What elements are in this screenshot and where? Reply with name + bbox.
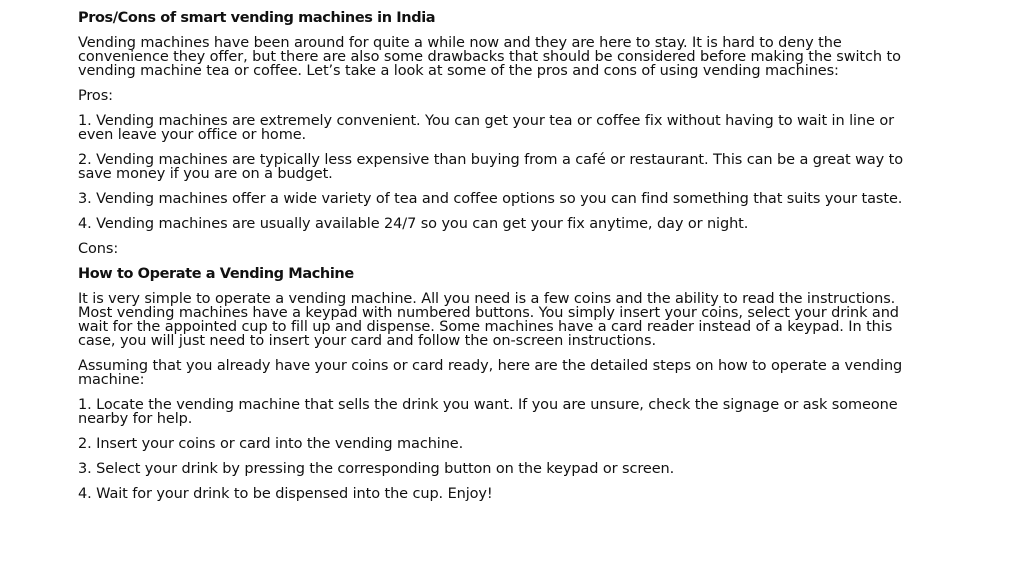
step-item-3: 3. Select your drink by pressing the corresponding button on the keypad or screen. — [78, 461, 675, 477]
pros-item-4: 4. Vending machines are usually available 24/7 so you can get your fix anytime, day or night. — [78, 216, 749, 232]
section-heading-how-to-operate: How to Operate a Vending Machine — [78, 266, 354, 282]
pros-item-3: 3. Vending machines offer a wide variety of tea and coffee options so you can find something that suits your taste. — [78, 191, 903, 207]
step-item-4: 4. Wait for your drink to be dispensed into the cup. Enjoy! — [78, 486, 493, 502]
step-item-2: 2. Insert your coins or card into the vending machine. — [78, 436, 464, 452]
cons-label: Cons: — [78, 241, 119, 257]
operate-paragraph-1: It is very simple to operate a vending machine. All you need is a few coins and the ability to read the instructions. Most vending machines have a keypad with numbered buttons. You simply insert your coins, select your drink and wait for the appointed cup to fill up and dispense. Some machines have a card reader instead of a keypad. In this case, you will just need to insert your card and follow the on-screen instructions. — [78, 291, 899, 349]
pros-label: Pros: — [78, 88, 113, 104]
operate-paragraph-2: Assuming that you already have your coins or card ready, here are the detailed steps on how to operate a vending machine: — [78, 358, 903, 388]
document-body — [78, 11, 928, 512]
pros-item-2: 2. Vending machines are typically less expensive than buying from a café or restaurant. This can be a great way to save money if you are on a budget. — [78, 152, 903, 182]
step-item-1: 1. Locate the vending machine that sells the drink you want. If you are unsure, check the signage or ask someone nearby for help. — [78, 397, 898, 427]
document-title: Pros/Cons of smart vending machines in India — [78, 10, 436, 26]
intro-paragraph: Vending machines have been around for quite a while now and they are here to stay. It is hard to deny the convenience they offer, but there are also some drawbacks that should be considered before making the switch to vending machine tea or coffee. Let’s take a look at some of the pros and cons of using vending machines: — [78, 35, 901, 79]
pros-item-1: 1. Vending machines are extremely convenient. You can get your tea or coffee fix without having to wait in line or even leave your office or home. — [78, 113, 894, 143]
